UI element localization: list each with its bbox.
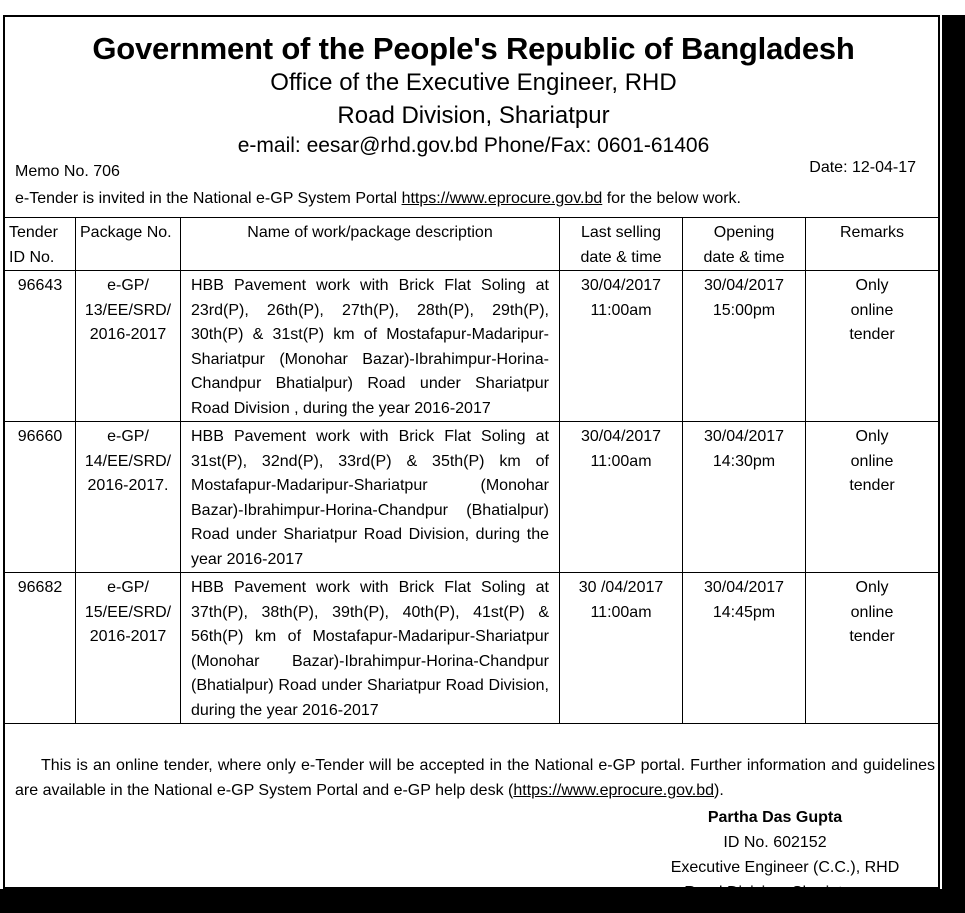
opening-datetime: 30/04/2017 14:45pm xyxy=(683,573,806,724)
opening-datetime: 30/04/2017 15:00pm xyxy=(683,271,806,422)
table-row xyxy=(5,271,938,422)
header-package: Package No. xyxy=(76,218,181,271)
division-name: Road Division, Shariatpur xyxy=(337,102,610,129)
tender-table xyxy=(5,217,938,724)
header-last-selling: Last selling date & time xyxy=(560,218,683,271)
package-no: e-GP/ 13/EE/SRD/ 2016-2017 xyxy=(76,271,181,422)
opening-datetime: 30/04/2017 14:30pm xyxy=(683,422,806,573)
eprocure-help-link[interactable]: https://www.eprocure.gov.bd xyxy=(513,782,715,799)
eprocure-link[interactable]: https://www.eprocure.gov.bd xyxy=(401,190,603,207)
header-tender-id: Tender ID No. xyxy=(5,218,76,271)
signatory-title: Executive Engineer (C.C.), RHD xyxy=(670,859,900,876)
contact-line: e-mail: eesar@rhd.gov.bd Phone/Fax: 0601-61406 xyxy=(237,134,710,157)
footer-note xyxy=(15,753,935,803)
intro-prefix: e-Tender is invited in the National e-GP System Portal xyxy=(15,190,402,207)
tender-id: 96682 xyxy=(5,573,76,724)
work-description: HBB Pavement work with Brick Flat Soling at 37th(P), 38th(P), 39th(P), 40th(P), 41st(P) & 56th(P) km of Mostafapur-Madaripur-Shariatpur (Monohar Bazar)-Ibrahimpur-Horina-Chandpur (Bhatialpur) Road under Shariatpur Road Division, during the year 2016-2017 xyxy=(181,573,560,724)
work-description: HBB Pavement work with Brick Flat Soling at 31st(P), 32nd(P), 33rd(P) & 35th(P) km of Mostafapur-Madaripur-Shariatpur (Monohar Bazar)-Ibrahimpur-Horina-Chandpur (Bhatialpur) Road under Shariatpur Road Division, during the year 2016-2017 xyxy=(181,422,560,573)
table-row xyxy=(5,422,938,573)
remarks: Only online tender xyxy=(806,573,939,724)
last-selling-datetime: 30/04/2017 11:00am xyxy=(560,271,683,422)
intro-line xyxy=(15,190,741,208)
header-opening: Opening date & time xyxy=(683,218,806,271)
footer-note-text: This is an online tender, where only e-Tender will be accepted in the National e-GP portal. Further information and guidelines are available in the National e-GP System Portal and e-GP help desk ( xyxy=(15,757,935,799)
last-selling-datetime: 30/04/2017 11:00am xyxy=(560,422,683,573)
header-remarks: Remarks xyxy=(806,218,939,271)
signatory-id: ID No. 602152 xyxy=(723,834,827,851)
table-row xyxy=(5,573,938,724)
tender-id: 96643 xyxy=(5,271,76,422)
last-selling-datetime: 30 /04/2017 11:00am xyxy=(560,573,683,724)
scan-edge-bottom xyxy=(0,889,965,913)
table-header-row xyxy=(5,218,938,271)
tender-id: 96660 xyxy=(5,422,76,573)
remarks: Only online tender xyxy=(806,422,939,573)
package-no: e-GP/ 14/EE/SRD/ 2016-2017. xyxy=(76,422,181,573)
memo-number: Memo No. 706 xyxy=(15,163,120,180)
intro-suffix: for the below work. xyxy=(602,190,741,207)
government-title: Government of the People's Republic of Bangladesh xyxy=(92,31,855,66)
office-name: Office of the Executive Engineer, RHD xyxy=(270,69,677,96)
footer-note-end: ). xyxy=(714,782,724,799)
header-description: Name of work/package description xyxy=(181,218,560,271)
notice-date: Date: 12-04-17 xyxy=(809,159,916,176)
package-no: e-GP/ 15/EE/SRD/ 2016-2017 xyxy=(76,573,181,724)
work-description: HBB Pavement work with Brick Flat Soling at 23rd(P), 26th(P), 27th(P), 28th(P), 29th(P), 30th(P) & 31st(P) km of Mostafapur-Madaripur-Shariatpur (Monohar Bazar)-Ibrahimpur-Horina-Chandpur Bhatialpur) Road under Shariatpur Road Division , during the year 2016-2017 xyxy=(181,271,560,422)
notice-frame xyxy=(3,15,940,889)
scan-edge-right xyxy=(942,15,965,889)
signatory-name: Partha Das Gupta xyxy=(707,809,843,826)
remarks: Only online tender xyxy=(806,271,939,422)
